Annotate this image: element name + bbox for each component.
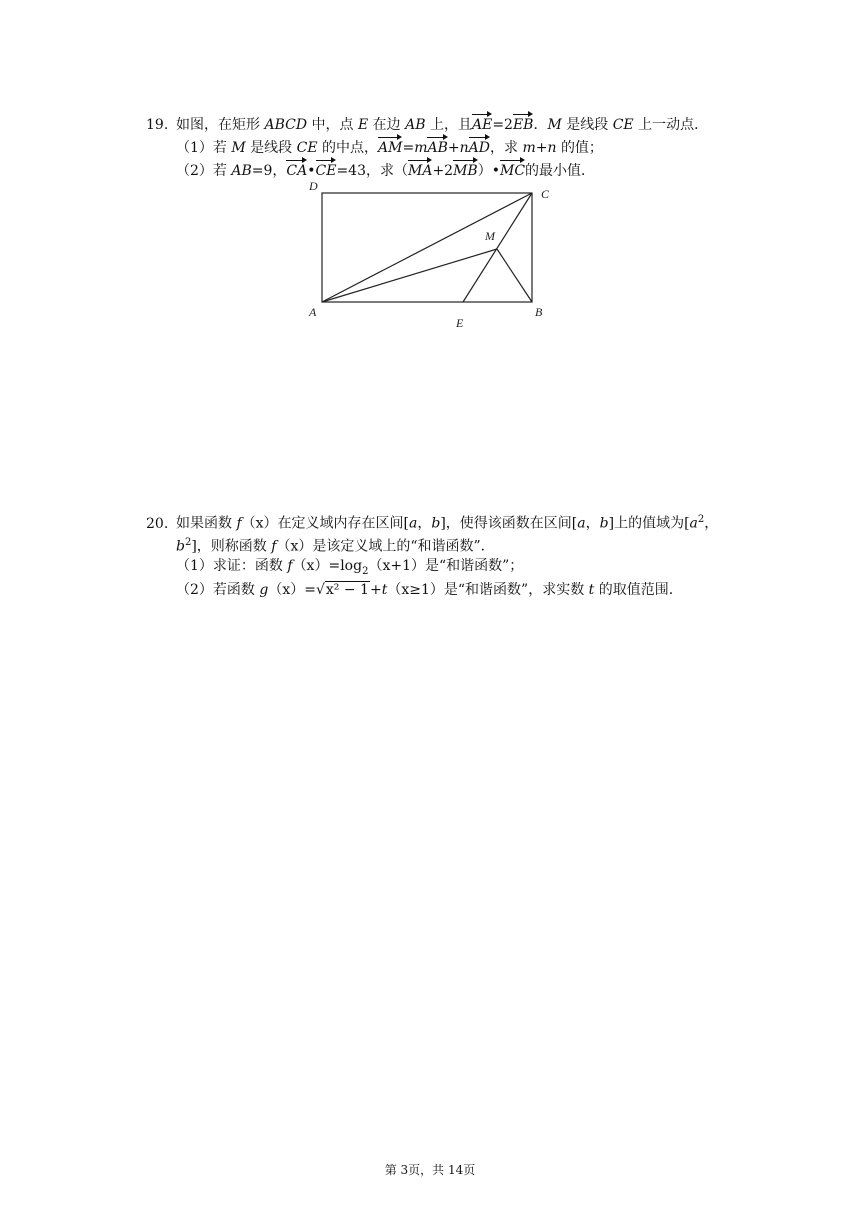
question-number: 20. <box>146 515 169 532</box>
vector-ca: CA <box>286 158 307 181</box>
label-m: M <box>485 229 495 243</box>
vector-am: AM <box>378 135 402 158</box>
q19-stem: 19. 如图，在矩形 ABCD 中，点 E 在边 AB 上，且AE=2EB．M 是线段 CE 上一动点． <box>146 112 708 135</box>
sqrt-radicand: x² − 1 <box>325 582 369 598</box>
label-c: C <box>541 187 550 201</box>
vector-ce: CE <box>316 158 337 181</box>
q20-part2: （2）若函数 g（x）=√x² − 1+t（x≥1）是“和谐函数”，求实数 t 的取值范围． <box>176 582 683 598</box>
label-b: B <box>535 305 543 319</box>
vector-ae: AE <box>472 112 492 135</box>
vector-mc: MC <box>500 158 525 181</box>
label-a: A <box>309 305 317 319</box>
question-number: 19. <box>146 117 169 133</box>
q19-part2: （2）若 AB=9，CA•CE=43，求（MA+2MB）•MC的最小值． <box>176 158 595 181</box>
page-footer: 第 3页，共 14页 <box>384 1163 476 1177</box>
rectangle-figure <box>305 180 565 330</box>
segment-ac <box>322 193 532 302</box>
q20-line1: 20. 如果函数 f（x）在定义域内存在区间[a，b]，使得该函数在区间[a，b]上的值域为[$a^2$， <box>146 514 719 532</box>
label-d: D <box>309 180 318 193</box>
q20-line2: $b^2$]，则称函数 f（x）是该定义域上的“和谐函数”． <box>176 537 495 555</box>
vector-eb: EB <box>513 112 534 135</box>
vector-ma: MA <box>408 158 432 181</box>
label-e: E <box>456 316 464 330</box>
segment-mb <box>497 249 532 302</box>
vector-ab: AB <box>427 135 447 158</box>
q19-part1: （1）若 M 是线段 CE 的中点，AM=mAB+nAD，求 m+n 的值； <box>176 135 603 158</box>
sqrt-symbol: √ <box>315 582 325 598</box>
vector-ad: AD <box>469 135 490 158</box>
vector-mb: MB <box>453 158 478 181</box>
q20-part1: （1）求证：函数 $f(x)=\log_2(x+1)$是“和谐函数”； <box>176 558 524 577</box>
